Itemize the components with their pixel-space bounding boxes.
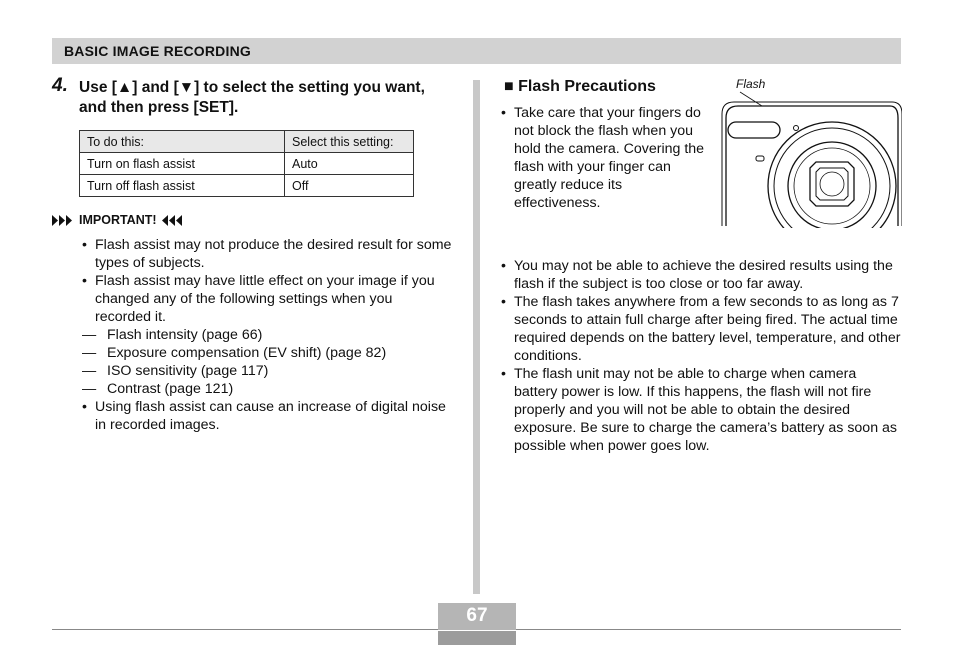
- list-subitem: — Exposure compensation (EV shift) (page 82): [82, 344, 452, 362]
- section-header-bar: [52, 38, 901, 64]
- list-item: • Take care that your fingers do not block the flash when you hold the camera. Covering the flash with your finger can greatly reduce its effectiveness.: [501, 104, 706, 212]
- list-item: • You may not be able to achieve the desired results using the flash if the subject is too close or too far away.: [501, 257, 903, 293]
- table-cell: Turn on flash assist: [80, 153, 285, 175]
- list-subitem: — ISO sensitivity (page 117): [82, 362, 452, 380]
- table-row: [80, 175, 414, 197]
- step-number: 4.: [52, 75, 68, 96]
- flash-precautions-list: [501, 257, 903, 455]
- flash-precautions-title: ■ Flash Precautions: [504, 78, 656, 95]
- important-list: [82, 236, 452, 434]
- list-item: • Using flash assist can cause an increase of digital noise in recorded images.: [82, 398, 452, 434]
- section-header-title: BASIC IMAGE RECORDING: [64, 43, 251, 59]
- important-left-arrows-icon: [52, 215, 74, 226]
- page-number: 67: [466, 605, 488, 626]
- list-item: • Flash assist may not produce the desired result for some types of subjects.: [82, 236, 452, 272]
- table-row: [80, 153, 414, 175]
- table-header-row: [80, 131, 414, 153]
- flash-figure-caption: Flash: [736, 77, 766, 91]
- step-instruction: Use [▲] and [▼] to select the setting you want, and then press [SET].: [79, 79, 425, 116]
- camera-illustration: [720, 90, 902, 233]
- list-subitem: — Flash intensity (page 66): [82, 326, 452, 344]
- table-cell: Turn off flash assist: [80, 175, 285, 197]
- page-number-box: [438, 603, 516, 645]
- table-cell: Auto: [285, 153, 414, 175]
- table-cell: Off: [285, 175, 414, 197]
- list-item: • The flash takes anywhere from a few seconds to as long as 7 seconds to attain full charge after being fired. The actual time required depends on the battery level, temperature, and other conditions.: [501, 293, 903, 365]
- page-number-box-lower: [438, 631, 516, 645]
- column-divider: [473, 80, 480, 594]
- table-header-cell: Select this setting:: [285, 131, 414, 153]
- list-subitem: — Contrast (page 121): [82, 380, 452, 398]
- list-item: • The flash unit may not be able to charge when camera battery power is low. If this happens, the flash will not fire properly and you will not be able to obtain the desired exposure. Be sure to charge the camera’s battery as soon as possible when power goes low.: [501, 365, 903, 455]
- important-label: IMPORTANT!: [79, 213, 157, 227]
- settings-table: [79, 130, 414, 197]
- table-header-cell: To do this:: [80, 131, 285, 153]
- important-heading: [52, 213, 184, 227]
- important-right-arrows-icon: [162, 215, 184, 226]
- flash-precautions-list-top: [501, 104, 706, 212]
- list-item: • Flash assist may have little effect on your image if you changed any of the following settings when you recorded it.: [82, 272, 452, 326]
